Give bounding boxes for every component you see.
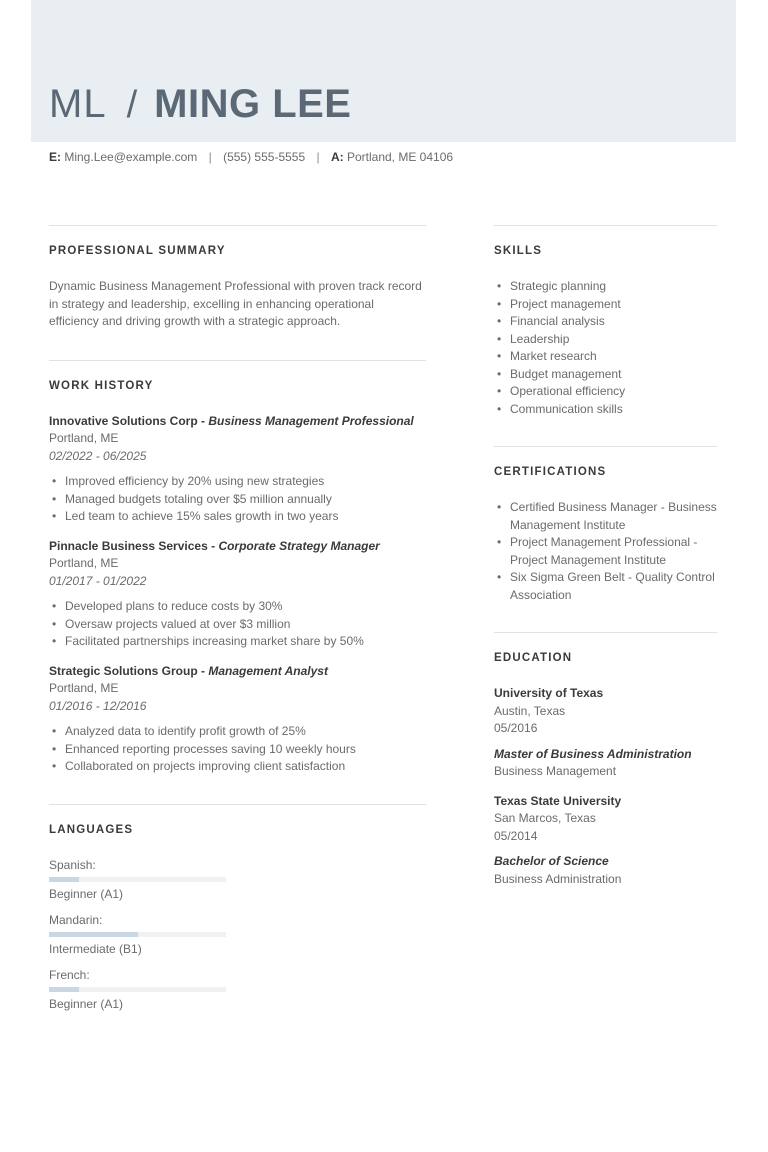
job-heading [49,538,426,556]
language-level-fill [49,987,79,992]
job-entry [49,413,426,526]
job-company: Innovative Solutions Corp [49,413,198,428]
name-initials: ML [49,82,107,126]
certifications-title: CERTIFICATIONS [494,466,607,478]
education-school: University of Texas [494,686,604,700]
job-role: Corporate Strategy Manager [218,538,380,553]
education-field: Business Management [494,764,617,778]
job-bullet: • Improved efficiency by 20% using new strategies [49,473,426,491]
contact-separator: | [316,150,320,164]
work-history-title: WORK HISTORY [49,379,154,392]
language-level-bar [49,877,226,882]
job-bullet: • Collaborated on projects improving client satisfaction [49,758,426,776]
section-divider [49,804,426,805]
name-slash: / [126,84,138,126]
job-company: Strategic Solutions Group [49,663,198,678]
skill-item: • Project management [494,296,717,314]
job-role: Management Analyst [208,663,328,678]
job-bullet: • Oversaw projects valued at over $3 million [49,616,426,634]
job-location: Portland, ME [49,681,119,695]
job-bullet: • Facilitated partnerships increasing market share by 50% [49,633,426,651]
education-entry [494,685,717,781]
language-item [49,967,245,1014]
job-dash: - [207,538,219,553]
skill-item: • Budget management [494,366,717,384]
skill-item: • Financial analysis [494,313,717,331]
phone-value: (555) 555-5555 [223,150,306,164]
job-heading [49,663,426,681]
language-level-bar [49,987,226,992]
job-dash: - [197,413,209,428]
certification-item: • Certified Business Manager - Business Management Institute [494,499,717,534]
language-level: Beginner (A1) [49,887,124,901]
job-dates: 01/2016 - 12/2016 [49,698,147,713]
language-name: Spanish: [49,857,96,872]
job-bullet: • Led team to achieve 15% sales growth in two years [49,508,426,526]
section-divider [49,360,426,361]
languages-list [49,857,426,1022]
skill-item: • Operational efficiency [494,383,717,401]
summary-title: PROFESSIONAL SUMMARY [49,245,226,257]
job-bullets [49,723,426,776]
job-entry [49,538,426,651]
certification-item: • Project Management Professional - Project Management Institute [494,534,717,569]
email-label: E: [49,150,61,164]
language-level: Beginner (A1) [49,997,124,1011]
job-dates: 01/2017 - 01/2022 [49,573,147,588]
language-level-fill [49,932,138,937]
job-bullets [49,598,426,651]
contact-separator: | [208,150,212,164]
skills-list [494,278,717,418]
job-entry [49,663,426,776]
language-level-fill [49,877,79,882]
education-title: EDUCATION [494,652,573,664]
name-heading [49,82,351,132]
job-bullet: • Analyzed data to identify profit growth of 25% [49,723,426,741]
languages-title: LANGUAGES [49,823,134,836]
education-date: 05/2014 [494,828,538,843]
right-column [494,225,717,900]
education-entry [494,793,717,889]
left-column [49,225,426,1022]
job-bullet: • Enhanced reporting processes saving 10 weekly hours [49,741,426,759]
education-school: Texas State University [494,793,622,808]
certifications-list [494,499,717,604]
section-divider [494,225,717,226]
education-field: Business Administration [494,871,622,886]
skills-title: SKILLS [494,245,543,257]
job-location: Portland, ME [49,431,119,445]
summary-text: Dynamic Business Management Professional with proven track record in strategy and leadership, excelling in enhancing operational efficiency and driving growth with a strategic approach. [49,279,422,328]
job-company: Pinnacle Business Services [49,538,208,553]
job-role: Business Management Professional [208,413,414,428]
skill-item: • Leadership [494,331,717,349]
contact-line [49,150,453,164]
skill-item: • Strategic planning [494,278,717,296]
education-date: 05/2016 [494,721,538,735]
language-level-bar [49,932,226,937]
section-divider [494,446,717,447]
education-degree: Master of Business Administration [494,746,692,761]
language-item [49,857,245,904]
section-divider [49,225,426,226]
address-label: A: [330,150,344,164]
job-dates: 02/2022 - 06/2025 [49,448,147,463]
education-location: Austin, Texas [494,703,566,718]
email-value: Ming.Lee@example.com [64,150,198,164]
skill-item: • Market research [494,348,717,366]
education-degree: Bachelor of Science [494,854,609,868]
language-level: Intermediate (B1) [49,942,142,956]
job-heading [49,413,426,431]
job-location: Portland, ME [49,556,119,570]
language-name: French: [49,967,90,982]
skill-item: • Communication skills [494,401,717,419]
job-bullet: • Managed budgets totaling over $5 million annually [49,491,426,509]
language-item [49,912,245,959]
language-name: Mandarin: [49,912,103,927]
education-location: San Marcos, Texas [494,811,596,825]
address-value: Portland, ME 04106 [346,150,454,164]
section-divider [494,632,717,633]
job-bullet: • Developed plans to reduce costs by 30% [49,598,426,616]
certification-item: • Six Sigma Green Belt - Quality Control Association [494,569,717,604]
full-name: MING LEE [154,82,352,126]
job-dash: - [197,663,209,678]
job-bullets [49,473,426,526]
